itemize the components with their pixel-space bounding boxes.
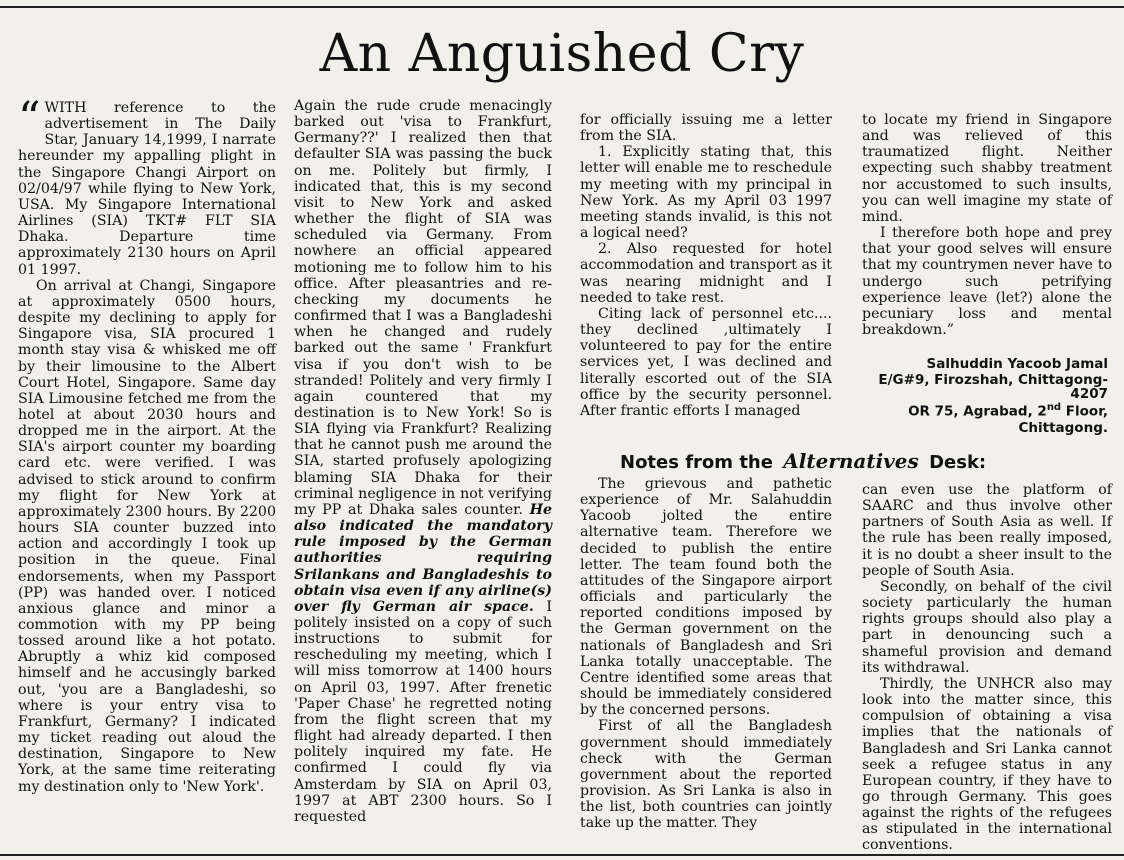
letter-column-4 [862, 112, 1112, 338]
letter-text: Again the rude crude menacingly barked out 'visa to Frankfurt, Germany??' I realized then that defaulter SIA was passing the buck on me. Politely but firmly, I indicated that, this is my second visit to New York and asked whether the flight of SIA was scheduled via Germany. From nowhere an official appeared motioning me to follow him to his office. After pleasantries and re-checking my documents he confirmed that I was a Bangladeshi when he changed and rudely barked out the same ' Frankfurt visa if you don't wish to be stranded! Politely and very firmly I again countered that my destination is to New York! So is SIA flying via Frankfurt? Realizing that he cannot push me around the SIA, started profusely apologizing blaming SIA Dhaka for their criminal negligence in not verifying my PP at Dhaka sales counter. [294, 98, 552, 518]
opening-quote-mark: “ [18, 93, 41, 144]
letter-paragraph: I therefore both hope and prey that your good selves will ensure that my countrymen never have to undergo such petrifying experience leave (let?) alone the pecuniary loss and mental breakdown.” [862, 225, 1112, 339]
letter-paragraph: 2. Also requested for hotel accommodation and transport as it was nearing midnight and I needed to take rest. [580, 241, 832, 306]
letter-emphasis: He also indicated the mandatory rule imposed by the German authorities requiring Srilankans and Bangladeshis to obtain visa even if any airline(s) over fly German air space. [294, 501, 552, 615]
letter-paragraph: On arrival at Changi, Singapore at approximately 0500 hours, despite my declining to apply for Singapore visa, SIA procured 1 month stay visa & whisked me off by their limousine to the Albert Court Hotel, Singapore. Same day SIA Limousine fetched me from the hotel at about 2030 hours and dropped me in the airport. At the SIA's airport counter my boarding card etc. were verified. I was advised to stick around to confirm my flight for New York at approximately 2300 hours. By 2200 hours SIA counter buzzed into action and accordingly I took up position in the queue. Final endorsements, when my Passport (PP) was handed over. I noticed anxious glance and minor a commotion with my PP being tossed around like a hot potato. Abruptly a whiz kid composed himself and he accusingly barked out, 'you are a Bangladeshi, so where is your entry visa to Frankfurt, Germany? I indicated my ticket reading out aloud the destination, Singapore to New York, at the same time reiterating my destination only to 'New York'. [18, 277, 276, 795]
notes-heading-suffix: Desk: [929, 452, 987, 473]
notes-paragraph: Thirdly, the UNHCR also may look into the matter since, this compulsion of obtaining a visa implies that the nationals of Bangladesh and Sri Lanka cannot seek a refugee status in any European country, if they have to go through Germany. This goes against the rights of the refugees as stipulated in the international conventions. [862, 675, 1112, 854]
letter-column-1 [18, 93, 276, 795]
letter-paragraph: WITH reference to the advertisement in The Daily Star, January 14,1999, I narrate hereunder my appalling plight in the Singapore Changi Airport on 02/04/97 while flying to New York, USA. My Singapore International Airlines (SIA) TKT# FLT SIA Dhaka. Departure time approximately 2130 hours on April 01 1997. [18, 100, 276, 278]
signature-address-2 [862, 400, 1108, 420]
letter-paragraph: to locate my friend in Singapore and was relieved of this traumatized flight. Neither expecting such shabby treatment nor accustomed to such insults, you can well imagine my state of mind. [862, 112, 1112, 225]
letter-paragraph: 1. Explicitly stating that, this letter will enable me to reschedule my meeting with my principal in New York. As my April 03 1997 meeting stands invalid, is this not a logical need? [580, 144, 832, 242]
notes-paragraph: can even use the platform of SAARC and thus involve other partners of South Asia as well. If the rule has been really imposed, it is no doubt a sheer insult to the people of South Asia. [862, 482, 1112, 579]
letter-column-2 [294, 98, 552, 825]
notes-column-1 [580, 476, 832, 831]
notes-paragraph: First of all the Bangladesh government should immediately check with the German government about the reported provision. As Sri Lanka is also in the list, both countries can jointly take up the matter. They [580, 718, 832, 832]
notes-heading-prefix: Notes from the [620, 452, 773, 473]
signature-block [862, 356, 1108, 436]
letter-text: I politely insisted on a copy of such instructions to submit for rescheduling my meeting, which I will miss tomorrow at 1400 hours on April 03, 1997. After frenetic 'Paper Chase' he regretted noting from the flight screen that my flight had already departed. I then politely inquired my fate. He confirmed I could fly via Amsterdam by SIA on April 03, 1997 at ABT 2300 hours. So I requested [294, 598, 552, 825]
notes-column-2 [862, 482, 1112, 854]
letter-paragraph: for officially issuing me a letter from the SIA. [580, 112, 832, 145]
top-rule [0, 6, 1124, 8]
signature-ordinal: nd [1046, 402, 1062, 413]
headline: An Anguished Cry [319, 24, 805, 84]
signature-address-2-text: OR 75, Agrabad, 2 [908, 403, 1047, 420]
letter-column-3 [580, 112, 832, 419]
letter-paragraph [294, 98, 552, 825]
notes-heading [620, 449, 986, 475]
notes-paragraph: Secondly, on behalf of the civil society particularly the human rights groups should also play a part in denouncing such a shameful provision and demand its withdrawal. [862, 578, 1112, 676]
signature-city: Chittagong. [1018, 419, 1108, 436]
alternatives-logo-text: Alternatives [783, 449, 919, 473]
signature-name: Salhuddin Yacoob Jamal [926, 356, 1108, 372]
notes-paragraph: The grievous and pathetic experience of Mr. Salahuddin Yacoob jolted the entire alternative team. Therefore we decided to publish the entire letter. The team found both the attitudes of the Singapore airport officials and particularly the reported conditions imposed by the German government on the nationals of Bangladesh and Sri Lanka totally unacceptable. The Centre identified some areas that should be immediately considered by the concerned persons. [580, 476, 832, 719]
letter-paragraph: Citing lack of personnel etc.... they declined ,ultimately I volunteered to pay for the entire services yet, I was declined and literally escorted out of the SIA office by the security personnel. After frantic efforts I managed [580, 305, 832, 419]
signature-postcode: 4207 [1070, 386, 1108, 402]
signature-address-2-floor: Floor, [1061, 403, 1108, 420]
signature-address-1: E/G#9, Firozshah, Chittagong- [878, 372, 1108, 388]
bottom-rule [0, 854, 1124, 856]
